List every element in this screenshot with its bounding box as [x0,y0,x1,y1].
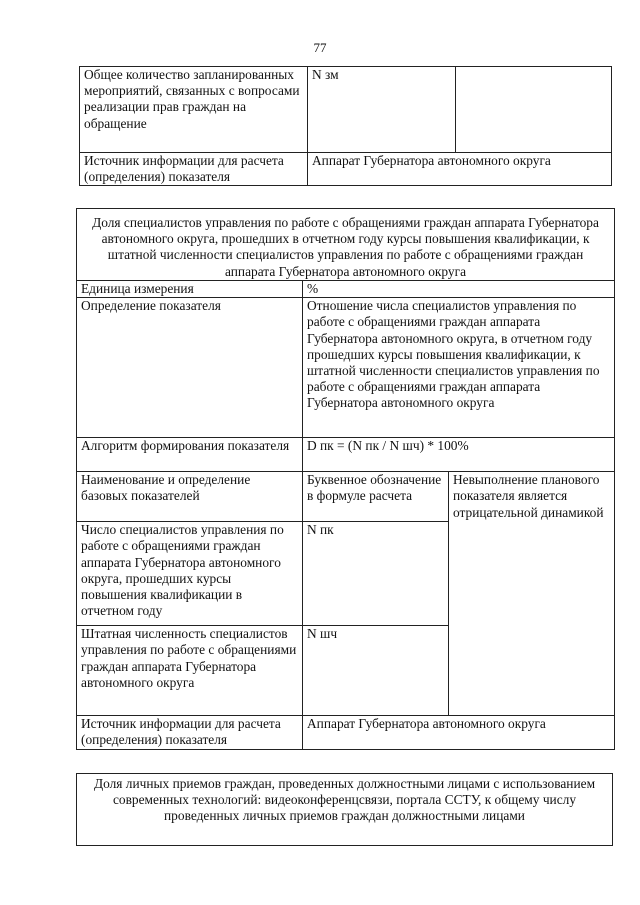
table-row [80,67,612,153]
definition-label: Определение показателя [77,298,303,438]
indicator-title: Доля личных приемов граждан, проведенных должностными лицами с использованием современных технологий: видеоконференцсвязи, портала ССТУ, к общему числу проведенных личных приемов граждан должностными лицами [77,774,613,846]
formula-symbol: N зм [308,67,456,153]
symbol-header: Буквенное обозначение в формуле расчета [303,472,449,522]
source-value: Аппарат Губернатора автономного округа [308,153,612,186]
n-shch-label: Штатная численность специалистов управления по работе с обращениями граждан аппарата Губернатора автономного округа [77,626,303,716]
indicator-table-specialists-training [76,208,615,750]
n-shch-symbol: N шч [303,626,449,716]
table-row [77,438,615,472]
algorithm-formula: D пк = (N пк / N шч) * 100% [303,438,615,472]
indicator-table-personal-receptions [76,773,613,846]
table-row [77,716,615,750]
source-label: Источник информации для расчета (определения) показателя [80,153,308,186]
algorithm-label: Алгоритм формирования показателя [77,438,303,472]
table-row [77,472,615,522]
base-indicators-label: Наименование и определение базовых показателей [77,472,303,522]
table-row [77,209,615,281]
n-pk-symbol: N пк [303,522,449,626]
source-label: Источник информации для расчета (определения) показателя [77,716,303,750]
unit-value: % [303,281,615,298]
base-indicator-label: Общее количество запланированных мероприятий, связанных с вопросами реализации прав граждан на обращение [80,67,308,153]
table-row [77,774,613,846]
indicator-title: Доля специалистов управления по работе с обращениями граждан аппарата Губернатора автономного округа, прошедших в отчетном году курсы повышения квалификации, к штатной численности специалистов управления по работе с обращениями граждан аппарата Губернатора автономного округа [77,209,615,281]
source-value: Аппарат Губернатора автономного округа [303,716,615,750]
empty-cell [456,67,612,153]
table-row [77,298,615,438]
definition-value: Отношение числа специалистов управления по работе с обращениями граждан аппарата Губернатора автономного округа, в отчетном году прошедших курсы повышения квалификации, к штатной численности специалистов управления по работе с обращениями граждан аппарата Губернатора автономного округа [303,298,615,438]
n-pk-label: Число специалистов управления по работе с обращениями граждан аппарата Губернатора автономного округа, прошедших курсы повышения квалификации в отчетном году [77,522,303,626]
unit-label: Единица измерения [77,281,303,298]
page-number: 77 [313,40,327,55]
table-row [80,153,612,186]
indicator-table-continuation [79,66,612,186]
dynamics-note: Невыполнение планового показателя является отрицательной динамикой [449,472,615,716]
table-row [77,281,615,298]
